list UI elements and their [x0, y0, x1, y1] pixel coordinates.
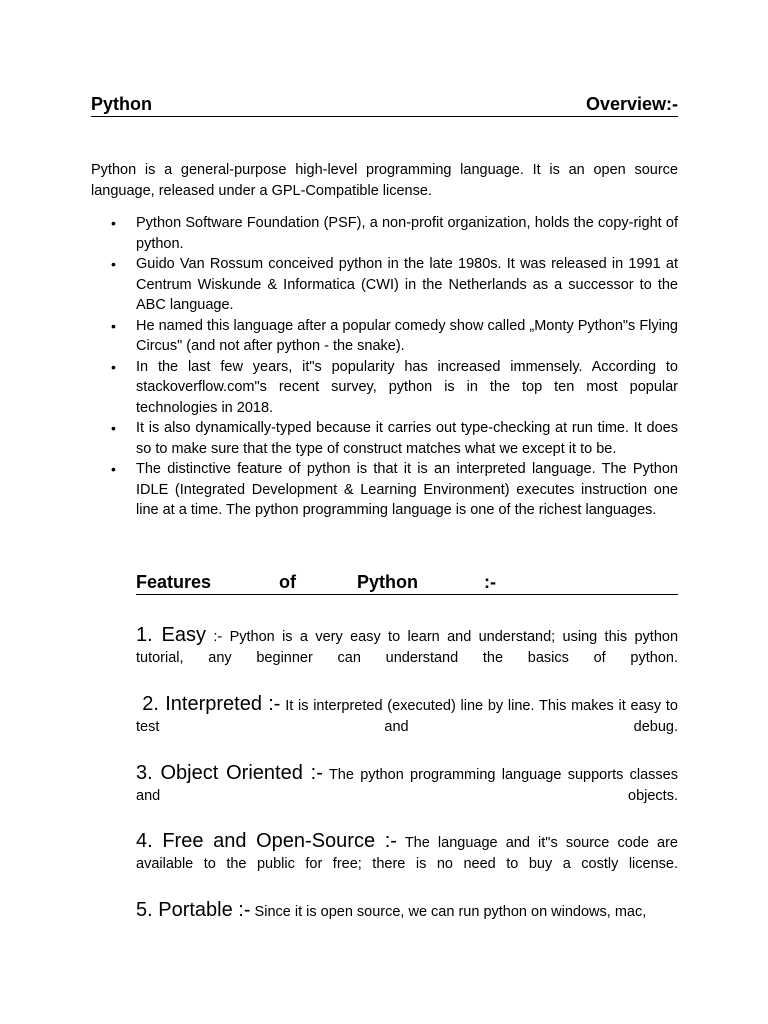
feature-heading: 3. Object Oriented :-	[136, 762, 323, 784]
bullet-icon: •	[111, 420, 116, 436]
feature-text: Since it is open source, we can run python on windows, mac,	[254, 904, 647, 920]
bullet-list	[91, 213, 678, 521]
bullet-icon: •	[111, 461, 116, 477]
list-item	[91, 459, 678, 521]
bullet-icon: •	[111, 215, 116, 231]
bullet-text: In the last few years, it"s popularity has increased immensely. According to stackoverflow.com"s recent survey, python is in the top ten most popular technologies in 2018.	[136, 358, 678, 416]
feature-heading: 5. Portable :-	[136, 899, 251, 921]
feature-object-oriented	[136, 763, 678, 807]
intro-paragraph: Python is a general-purpose high-level programming language. It is an open source language, released under a GPL-Compatible license.	[91, 162, 678, 199]
feature-portable	[136, 900, 678, 923]
title-left: Python	[91, 94, 152, 114]
feature-text: The python programming language supports classes and objects.	[136, 767, 678, 804]
features-heading-word: Python	[357, 572, 418, 592]
bullet-icon: •	[111, 358, 116, 375]
bullet-text: Guido Van Rossum conceived python in the late 1980s. It was released in 1991 at Centrum Wiskunde & Informatica (CWI) in the Netherlands as a successor to the ABC language.	[136, 256, 678, 313]
bullet-icon: •	[111, 256, 116, 272]
list-item	[91, 357, 678, 419]
feature-text: :- Python is a very easy to learn and understand; using this python tutorial, any beginner can understand the basics of python.	[136, 629, 679, 666]
title-right: Overview:-	[585, 94, 678, 114]
features-heading	[136, 572, 678, 595]
feature-easy	[136, 625, 678, 669]
bullet-text: The distinctive feature of python is that it is an interpreted language. The Python IDLE (Integrated Development & Learning Environment) executes instruction one line at a time. The python programming language is one of the richest languages.	[136, 461, 678, 518]
list-item	[91, 213, 678, 254]
feature-heading: 2. Interpreted :-	[136, 693, 281, 715]
bullet-text: Python Software Foundation (PSF), a non-profit organization, holds the copy-right of python.	[136, 215, 678, 252]
list-item	[91, 418, 678, 459]
feature-interpreted	[136, 694, 678, 738]
feature-text: The language and it"s source code are available to the public for free; there is no need to buy a costly license.	[136, 835, 678, 872]
bullet-text: He named this language after a popular comedy show called „Monty Python"s Flying Circus" (and not after python - the snake).	[136, 317, 678, 354]
features-heading-word: :-	[484, 572, 496, 592]
feature-heading: 1. Easy	[136, 624, 207, 646]
page-title	[91, 94, 678, 117]
bullet-icon: •	[111, 317, 116, 334]
feature-heading: 4. Free and Open-Source :-	[136, 830, 397, 852]
list-item	[91, 316, 678, 357]
list-item	[91, 254, 678, 316]
feature-text: It is interpreted (executed) line by line. This makes it easy to test and debug.	[136, 698, 679, 735]
features-heading-word: Features	[136, 572, 212, 592]
feature-free-open-source	[136, 831, 678, 875]
bullet-text: It is also dynamically-typed because it carries out type-checking at run time. It does so to make sure that the type of construct matches what we except it to be.	[136, 420, 678, 457]
features-heading-word: of	[279, 572, 296, 592]
